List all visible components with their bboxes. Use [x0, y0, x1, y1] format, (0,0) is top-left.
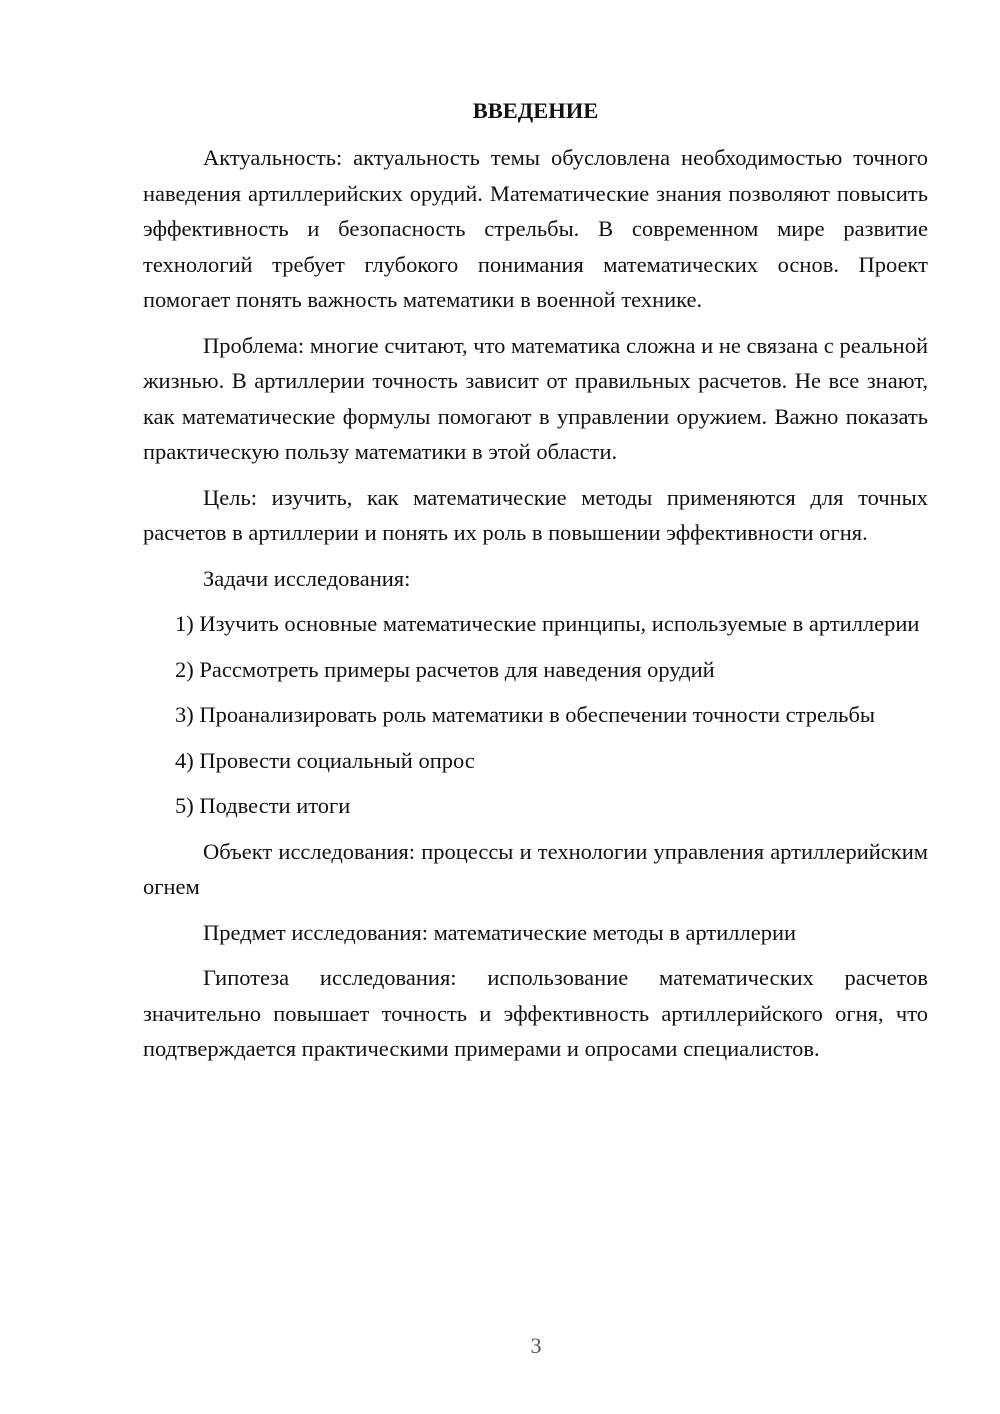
relevance-paragraph: Актуальность: актуальность темы обусловлена необходимостью точного наведения артиллерийских орудий. Математические знания позволяют повысить эффективность и безопасность стрельбы. В современном мире развитие технологий требует глубокого понимания математических основ. Проект помогает понять важность математики в военной технике. — [143, 145, 928, 312]
tasks-heading: Задачи исследования: — [203, 565, 411, 591]
section-title: ВВЕДЕНИЕ — [472, 98, 599, 123]
page-number: 3 — [530, 1333, 542, 1358]
page-content — [143, 96, 928, 1077]
task-item-3: 3) Проанализировать роль математики в обеспечении точности стрельбы — [175, 702, 876, 727]
problem-paragraph: Проблема: многие считают, что математика сложна и не связана с реальной жизнью. В артиллерии точность зависит от правильных расчетов. Не все знают, как математические формулы помогают в управлении оружием. Важно показать практическую пользу математики в этой области. — [143, 332, 928, 464]
task-item-2: 2) Рассмотреть примеры расчетов для наведения орудий — [175, 656, 715, 682]
task-item-5: 5) Подвести итоги — [175, 793, 351, 818]
task-item-1: 1) Изучить основные математические принципы, используемые в артиллерии — [175, 611, 920, 636]
subject-paragraph: Предмет исследования: математические методы в артиллерии — [203, 919, 797, 945]
object-paragraph: Объект исследования: процессы и технологии управления артиллерийским огнем — [143, 838, 928, 899]
task-item-4: 4) Провести социальный опрос — [175, 747, 475, 773]
hypothesis-paragraph: Гипотеза исследования: использование математических расчетов значительно повышает точность и эффективность артиллерийского огня, что подтверждается практическими примерами и опросами специалистов. — [143, 965, 928, 1061]
goal-paragraph: Цель: изучить, как математические методы применяются для точных расчетов в артиллерии и понять их роль в повышении эффективности огня. — [143, 484, 928, 545]
